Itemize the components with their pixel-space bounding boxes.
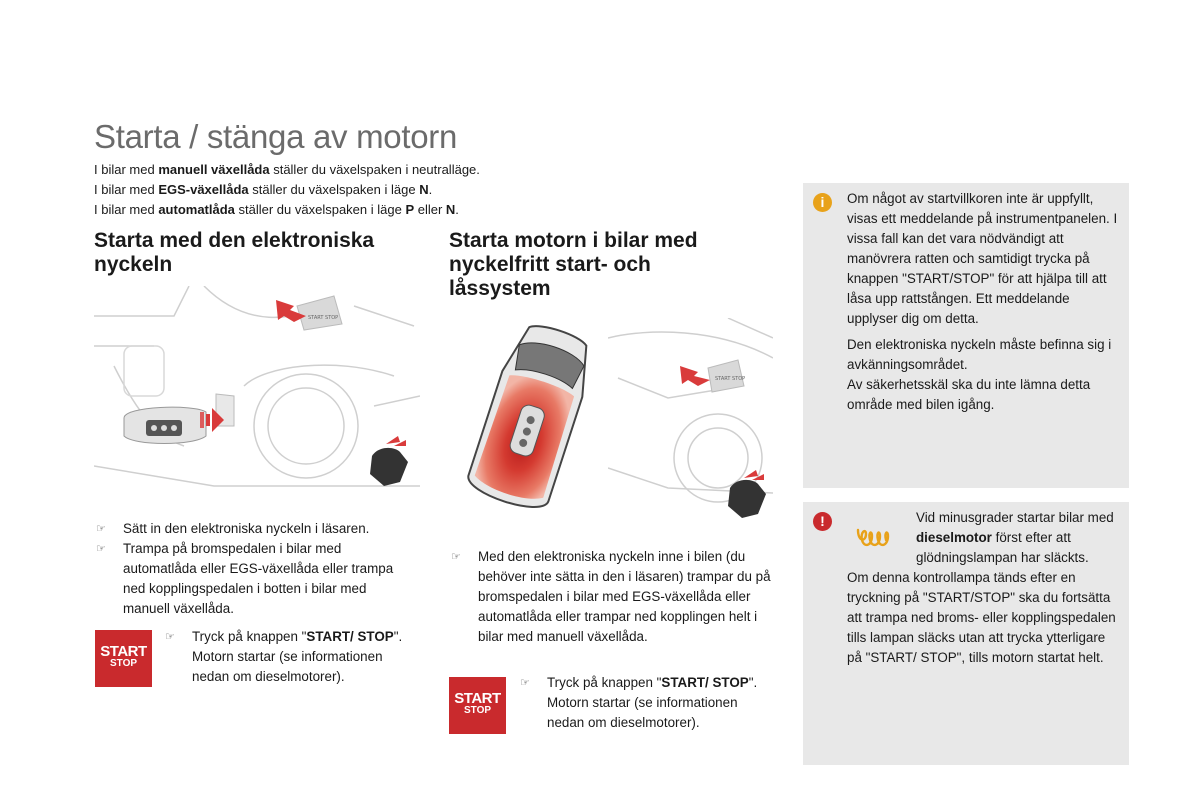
section2-press-step: ☞ Tryck på knappen "START/ STOP". Motorn startar (se informationen nedan om dieselmotorer). [520,673,775,733]
section1-press-step: ☞ Tryck på knappen "START/ STOP". Motorn startar (se informationen nedan om dieselmotorer). [165,627,415,687]
intro-line-2: I bilar med EGS-växellåda ställer du växelspaken i läge N. [94,182,433,197]
glow-plug-icon [855,526,897,552]
info-paragraph: Den elektroniska nyckeln måste befinna sig i avkänningsområdet. [847,337,1112,372]
warning-paragraph: Vid minusgrader startar bilar med dieselmotor först efter att glödningslampan har släckts. [916,510,1114,565]
key-reader-illustration [94,286,420,504]
info-icon: i [813,193,832,212]
info-paragraph: Av säkerhetsskäl ska du inte lämna detta område med bilen igång. [847,377,1091,412]
page-title: Starta / stänga av motorn [94,118,458,155]
bullet-icon: ☞ [451,551,461,563]
bullet-icon: ☞ [520,677,530,689]
info-note-box [803,183,1129,488]
step-result: Motorn startar (se informationen nedan om dieselmotorer). [547,695,738,730]
bullet-icon: ☞ [165,631,175,643]
warning-paragraph: Om denna kontrollampa tänds efter en tryckning på "START/STOP" ska du fortsätta att trampa ned broms- eller kopplingspedalen tills lampan släcks utan att trycka ytterligare på "START/ STOP", tills motorn startat helt. [847,570,1116,665]
start-stop-button-icon: START STOP [95,630,152,687]
section2-steps [451,547,776,647]
intro-line-3: I bilar med automatlåda ställer du växelspaken i läge P eller N. [94,202,459,217]
list-item: ☞ Trampa på bromspedalen i bilar med automatlåda eller EGS-växellåda eller trampa ned kopplingspedalen i botten i bilar med manuell växellåda. [96,541,394,616]
car-detection-zone-illustration [460,322,600,520]
intro-line-1: I bilar med manuell växellåda ställer du växelspaken i neutralläge. [94,162,480,177]
info-paragraph: Om något av startvillkoren inte är uppfyllt, visas ett meddelande på instrumentpanelen. I vissa fall kan det vara nödvändigt att manövrera ratten och samtidigt trycka på knappen "START/STOP" för att hjälpa till att låsa upp rattstången. Ett meddelande upplyser dig om detta. [847,191,1118,326]
bullet-icon: ☞ [96,523,106,535]
section2-heading: Starta motorn i bilar med nyckelfritt start- och låssystem [449,229,698,300]
list-item: ☞ Med den elektroniska nyckeln inne i bilen (du behöver inte sätta in den i läsaren) trampar du på bromspedalen i bilar med EGS-växellåda eller automatlåda eller trampar ned kopplingen helt i bilar med manuell växellåda. [451,549,771,644]
section1-heading: Starta med den elektroniska nyckeln [94,229,375,276]
dashboard-start-button-illustration [608,318,773,528]
bullet-icon: ☞ [96,543,106,555]
intro-text [94,160,480,220]
section1-steps [96,519,416,619]
warning-note-box [803,502,1129,765]
step-result: Motorn startar (se informationen nedan om dieselmotorer). [192,649,383,684]
figure-label: START STOP [715,376,746,382]
list-item: ☞ Sätt in den elektroniska nyckeln i läsaren. [96,519,416,539]
start-stop-button-icon: START STOP [449,677,506,734]
figure-label: START STOP [308,315,339,321]
warning-icon: ! [813,512,832,531]
